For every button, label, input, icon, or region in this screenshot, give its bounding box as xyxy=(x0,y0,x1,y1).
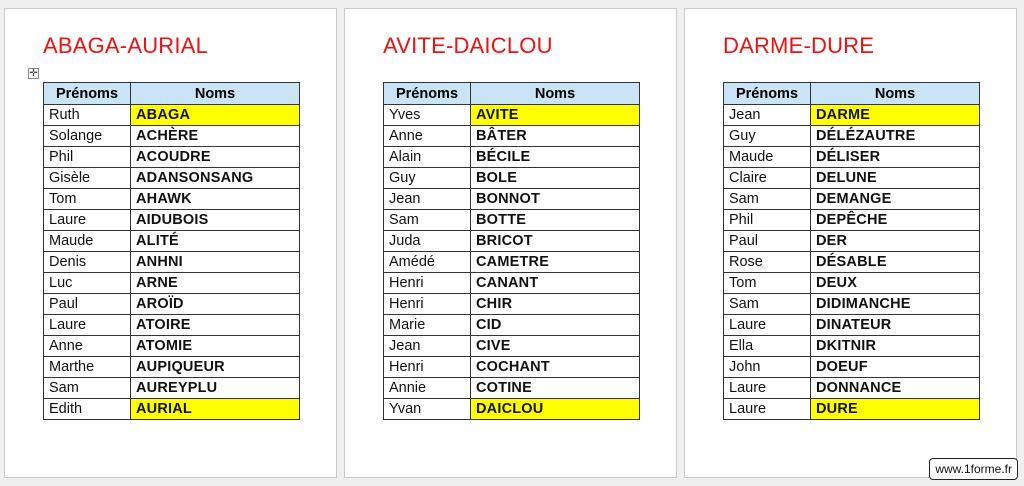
first-name-cell: Henri xyxy=(384,294,471,315)
last-name-cell: ALITÉ xyxy=(131,231,300,252)
first-name-cell: Annie xyxy=(384,378,471,399)
last-name-cell: COTINE xyxy=(471,378,640,399)
first-name-cell: Denis xyxy=(44,252,131,273)
first-name-cell: Paul xyxy=(724,231,811,252)
table-row xyxy=(44,126,300,147)
last-name-cell: DAICLOU xyxy=(471,399,640,420)
first-name-cell: Yvan xyxy=(384,399,471,420)
last-name-cell: CID xyxy=(471,315,640,336)
table-row xyxy=(384,378,640,399)
first-name-cell: Laure xyxy=(724,399,811,420)
last-name-cell: DOEUF xyxy=(811,357,980,378)
table-row xyxy=(44,273,300,294)
table-move-handle-icon[interactable]: ✛ xyxy=(29,68,38,79)
first-name-cell: John xyxy=(724,357,811,378)
first-name-cell: Amédé xyxy=(384,252,471,273)
last-name-cell: CHIR xyxy=(471,294,640,315)
document-page xyxy=(344,8,677,478)
last-name-cell: DÉLÉZAUTRE xyxy=(811,126,980,147)
table-header-row xyxy=(44,83,300,105)
table-row xyxy=(724,378,980,399)
header-first-name: Prénoms xyxy=(724,83,811,105)
table-row xyxy=(384,399,640,420)
table-row xyxy=(44,336,300,357)
table-row xyxy=(724,357,980,378)
table-row xyxy=(44,357,300,378)
first-name-cell: Ruth xyxy=(44,105,131,126)
first-name-cell: Laure xyxy=(44,210,131,231)
last-name-cell: ATOIRE xyxy=(131,315,300,336)
table-row xyxy=(384,273,640,294)
first-name-cell: Jean xyxy=(384,336,471,357)
table-header-row xyxy=(384,83,640,105)
last-name-cell: COCHANT xyxy=(471,357,640,378)
first-name-cell: Sam xyxy=(384,210,471,231)
first-name-cell: Laure xyxy=(724,315,811,336)
last-name-cell: BRICOT xyxy=(471,231,640,252)
last-name-cell: BOLE xyxy=(471,168,640,189)
last-name-cell: CANANT xyxy=(471,273,640,294)
first-name-cell: Phil xyxy=(44,147,131,168)
first-name-cell: Anne xyxy=(44,336,131,357)
page-title: AVITE-DAICLOU xyxy=(383,33,553,58)
first-name-cell: Guy xyxy=(384,168,471,189)
last-name-cell: DARME xyxy=(811,105,980,126)
table-row xyxy=(724,147,980,168)
first-name-cell: Gisèle xyxy=(44,168,131,189)
table-row xyxy=(384,315,640,336)
last-name-cell: DELUNE xyxy=(811,168,980,189)
last-name-cell: BONNOT xyxy=(471,189,640,210)
first-name-cell: Yves xyxy=(384,105,471,126)
table-header-row xyxy=(724,83,980,105)
last-name-cell: CAMETRE xyxy=(471,252,640,273)
table-row xyxy=(384,126,640,147)
table-row xyxy=(44,189,300,210)
table-row xyxy=(384,105,640,126)
last-name-cell: DIDIMANCHE xyxy=(811,294,980,315)
last-name-cell: BOTTE xyxy=(471,210,640,231)
header-first-name: Prénoms xyxy=(384,83,471,105)
first-name-cell: Solange xyxy=(44,126,131,147)
watermark-link[interactable]: www.1forme.fr xyxy=(929,458,1018,480)
header-first-name: Prénoms xyxy=(44,83,131,105)
last-name-cell: AURIAL xyxy=(131,399,300,420)
document-page xyxy=(684,8,1017,478)
table-row xyxy=(724,231,980,252)
last-name-cell: AUPIQUEUR xyxy=(131,357,300,378)
table-row xyxy=(44,210,300,231)
last-name-cell: ATOMIE xyxy=(131,336,300,357)
table-row xyxy=(724,168,980,189)
header-last-name: Noms xyxy=(471,83,640,105)
last-name-cell: ARNE xyxy=(131,273,300,294)
first-name-cell: Jean xyxy=(724,105,811,126)
last-name-cell: BÉCILE xyxy=(471,147,640,168)
names-table xyxy=(43,82,300,420)
last-name-cell: DONNANCE xyxy=(811,378,980,399)
table-row xyxy=(44,378,300,399)
table-row xyxy=(384,252,640,273)
last-name-cell: DÉLISER xyxy=(811,147,980,168)
last-name-cell: AUREYPLU xyxy=(131,378,300,399)
first-name-cell: Sam xyxy=(724,189,811,210)
first-name-cell: Tom xyxy=(44,189,131,210)
first-name-cell: Edith xyxy=(44,399,131,420)
first-name-cell: Marthe xyxy=(44,357,131,378)
table-row xyxy=(724,336,980,357)
table-row xyxy=(724,126,980,147)
first-name-cell: Ella xyxy=(724,336,811,357)
table-row xyxy=(384,147,640,168)
table-row xyxy=(724,273,980,294)
first-name-cell: Anne xyxy=(384,126,471,147)
document-page xyxy=(4,8,337,478)
last-name-cell: AHAWK xyxy=(131,189,300,210)
first-name-cell: Luc xyxy=(44,273,131,294)
table-row xyxy=(724,252,980,273)
table-row xyxy=(44,252,300,273)
table-row xyxy=(724,189,980,210)
last-name-cell: DINATEUR xyxy=(811,315,980,336)
header-last-name: Noms xyxy=(811,83,980,105)
table-row xyxy=(44,147,300,168)
last-name-cell: DER xyxy=(811,231,980,252)
first-name-cell: Guy xyxy=(724,126,811,147)
table-row xyxy=(44,315,300,336)
table-row xyxy=(384,210,640,231)
last-name-cell: AROÏD xyxy=(131,294,300,315)
last-name-cell: AVITE xyxy=(471,105,640,126)
first-name-cell: Henri xyxy=(384,357,471,378)
last-name-cell: DEMANGE xyxy=(811,189,980,210)
last-name-cell: BÂTER xyxy=(471,126,640,147)
last-name-cell: ACOUDRE xyxy=(131,147,300,168)
table-row xyxy=(44,105,300,126)
last-name-cell: ACHÈRE xyxy=(131,126,300,147)
last-name-cell: DEUX xyxy=(811,273,980,294)
last-name-cell: ADANSONSANG xyxy=(131,168,300,189)
table-row xyxy=(44,294,300,315)
last-name-cell: AIDUBOIS xyxy=(131,210,300,231)
table-row xyxy=(384,294,640,315)
first-name-cell: Paul xyxy=(44,294,131,315)
names-table xyxy=(383,82,640,420)
first-name-cell: Maude xyxy=(724,147,811,168)
last-name-cell: CIVE xyxy=(471,336,640,357)
first-name-cell: Tom xyxy=(724,273,811,294)
table-row xyxy=(724,294,980,315)
first-name-cell: Phil xyxy=(724,210,811,231)
table-row xyxy=(384,189,640,210)
first-name-cell: Marie xyxy=(384,315,471,336)
last-name-cell: DKITNIR xyxy=(811,336,980,357)
last-name-cell: DEPÊCHE xyxy=(811,210,980,231)
table-row xyxy=(384,168,640,189)
table-row xyxy=(384,336,640,357)
first-name-cell: Sam xyxy=(44,378,131,399)
first-name-cell: Juda xyxy=(384,231,471,252)
first-name-cell: Sam xyxy=(724,294,811,315)
table-row xyxy=(44,399,300,420)
last-name-cell: DÉSABLE xyxy=(811,252,980,273)
first-name-cell: Maude xyxy=(44,231,131,252)
table-row xyxy=(724,315,980,336)
table-row xyxy=(384,357,640,378)
names-table xyxy=(723,82,980,420)
table-row xyxy=(44,168,300,189)
first-name-cell: Laure xyxy=(44,315,131,336)
last-name-cell: ABAGA xyxy=(131,105,300,126)
last-name-cell: ANHNI xyxy=(131,252,300,273)
last-name-cell: DURE xyxy=(811,399,980,420)
first-name-cell: Claire xyxy=(724,168,811,189)
first-name-cell: Jean xyxy=(384,189,471,210)
first-name-cell: Rose xyxy=(724,252,811,273)
page-title: ABAGA-AURIAL xyxy=(43,33,209,58)
table-row xyxy=(384,231,640,252)
first-name-cell: Laure xyxy=(724,378,811,399)
page-title: DARME-DURE xyxy=(723,33,875,58)
table-row xyxy=(724,210,980,231)
table-row xyxy=(44,231,300,252)
first-name-cell: Alain xyxy=(384,147,471,168)
first-name-cell: Henri xyxy=(384,273,471,294)
table-row xyxy=(724,105,980,126)
header-last-name: Noms xyxy=(131,83,300,105)
table-row xyxy=(724,399,980,420)
